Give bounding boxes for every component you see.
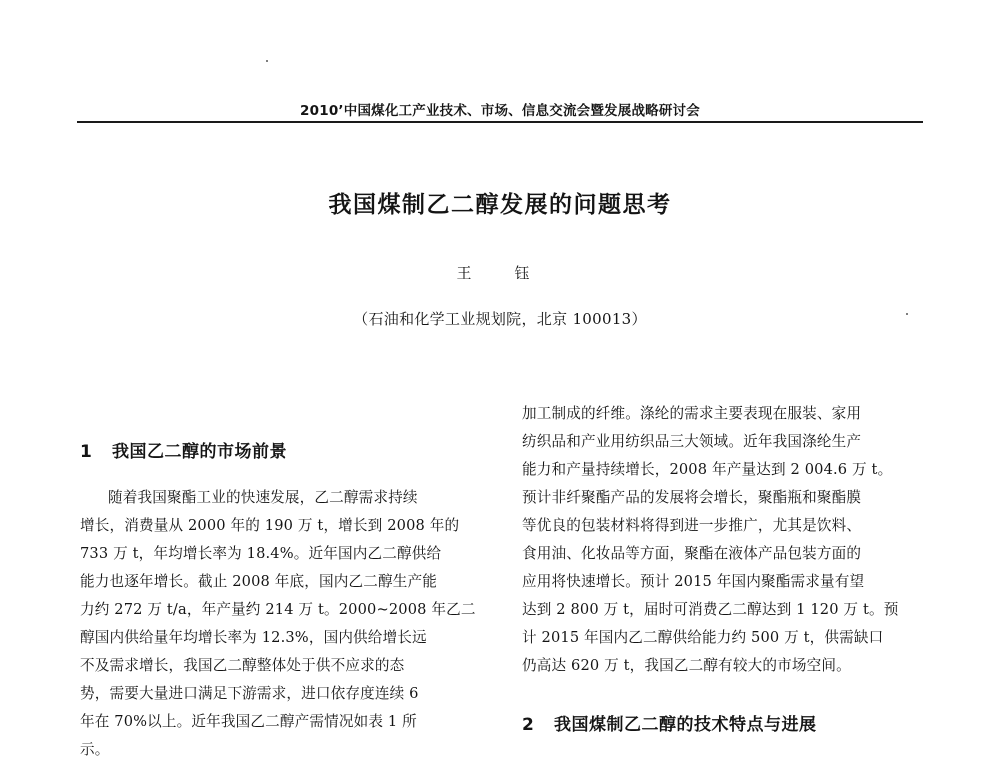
section-title: 我国煤制乙二醇的技术特点与进展 [554, 715, 817, 735]
body-text-line: 示。 [80, 741, 110, 758]
running-head: 2010’中国煤化工产业技术、市场、信息交流会暨发展战略研讨会 [300, 103, 700, 119]
body-text-line: 能力也逐年增长。截止 2008 年底，国内乙二醇生产能 [80, 573, 437, 590]
section-title: 我国乙二醇的市场前景 [112, 442, 287, 462]
scan-speck [266, 60, 268, 62]
body-text-line: 计 2015 年国内乙二醇供给能力约 500 万 t，供需缺口 [522, 629, 884, 646]
author-affiliation: （石油和化学工业规划院，北京 100013） [353, 310, 647, 328]
section-number: 1 [80, 442, 93, 462]
body-text-line: 应用将快速增长。预计 2015 年国内聚酯需求量有望 [522, 573, 865, 590]
body-text-line: 势，需要大量进口满足下游需求，进口依存度连续 6 [80, 685, 419, 702]
section-heading-2 [522, 710, 817, 735]
body-text-line: 达到 2 800 万 t，届时可消费乙二醇达到 1 120 万 t。预 [522, 601, 899, 618]
body-text-line: 随着我国聚酯工业的快速发展，乙二醇需求持续 [108, 489, 418, 506]
article-title: 我国煤制乙二醇发展的问题思考 [328, 192, 672, 218]
body-text-line: 733 万 t，年均增长率为 18.4%。近年国内乙二醇供给 [80, 545, 442, 562]
author-name: 王 钰 [456, 264, 544, 282]
body-text-line: 等优良的包装材料将得到进一步推广，尤其是饮料、 [522, 517, 862, 534]
body-text-line: 力约 272 万 t/a，年产量约 214 万 t。2000~2008 年乙二 [80, 601, 476, 618]
body-text-line: 年在 70%以上。近年我国乙二醇产需情况如表 1 所 [80, 713, 417, 730]
header-rule [77, 121, 923, 123]
body-text-line: 食用油、化妆品等方面，聚酯在液体产品包装方面的 [522, 545, 862, 562]
section-heading-1 [80, 437, 287, 462]
body-text-line: 加工制成的纤维。涤纶的需求主要表现在服装、家用 [522, 405, 862, 422]
body-text-line: 纺织品和产业用纺织品三大领域。近年我国涤纶生产 [522, 433, 862, 450]
section-number: 2 [522, 715, 535, 735]
body-text-line: 增长，消费量从 2000 年的 190 万 t，增长到 2008 年的 [80, 517, 460, 534]
body-text-line: 能力和产量持续增长，2008 年产量达到 2 004.6 万 t。 [522, 461, 893, 478]
body-text-line: 仍高达 620 万 t，我国乙二醇有较大的市场空间。 [522, 657, 851, 674]
body-text-line: 预计非纤聚酯产品的发展将会增长，聚酯瓶和聚酯膜 [522, 489, 862, 506]
body-text-line: 醇国内供给量年均增长率为 12.3%，国内供给增长远 [80, 629, 427, 646]
body-text-line: 不及需求增长，我国乙二醇整体处于供不应求的态 [80, 657, 405, 674]
